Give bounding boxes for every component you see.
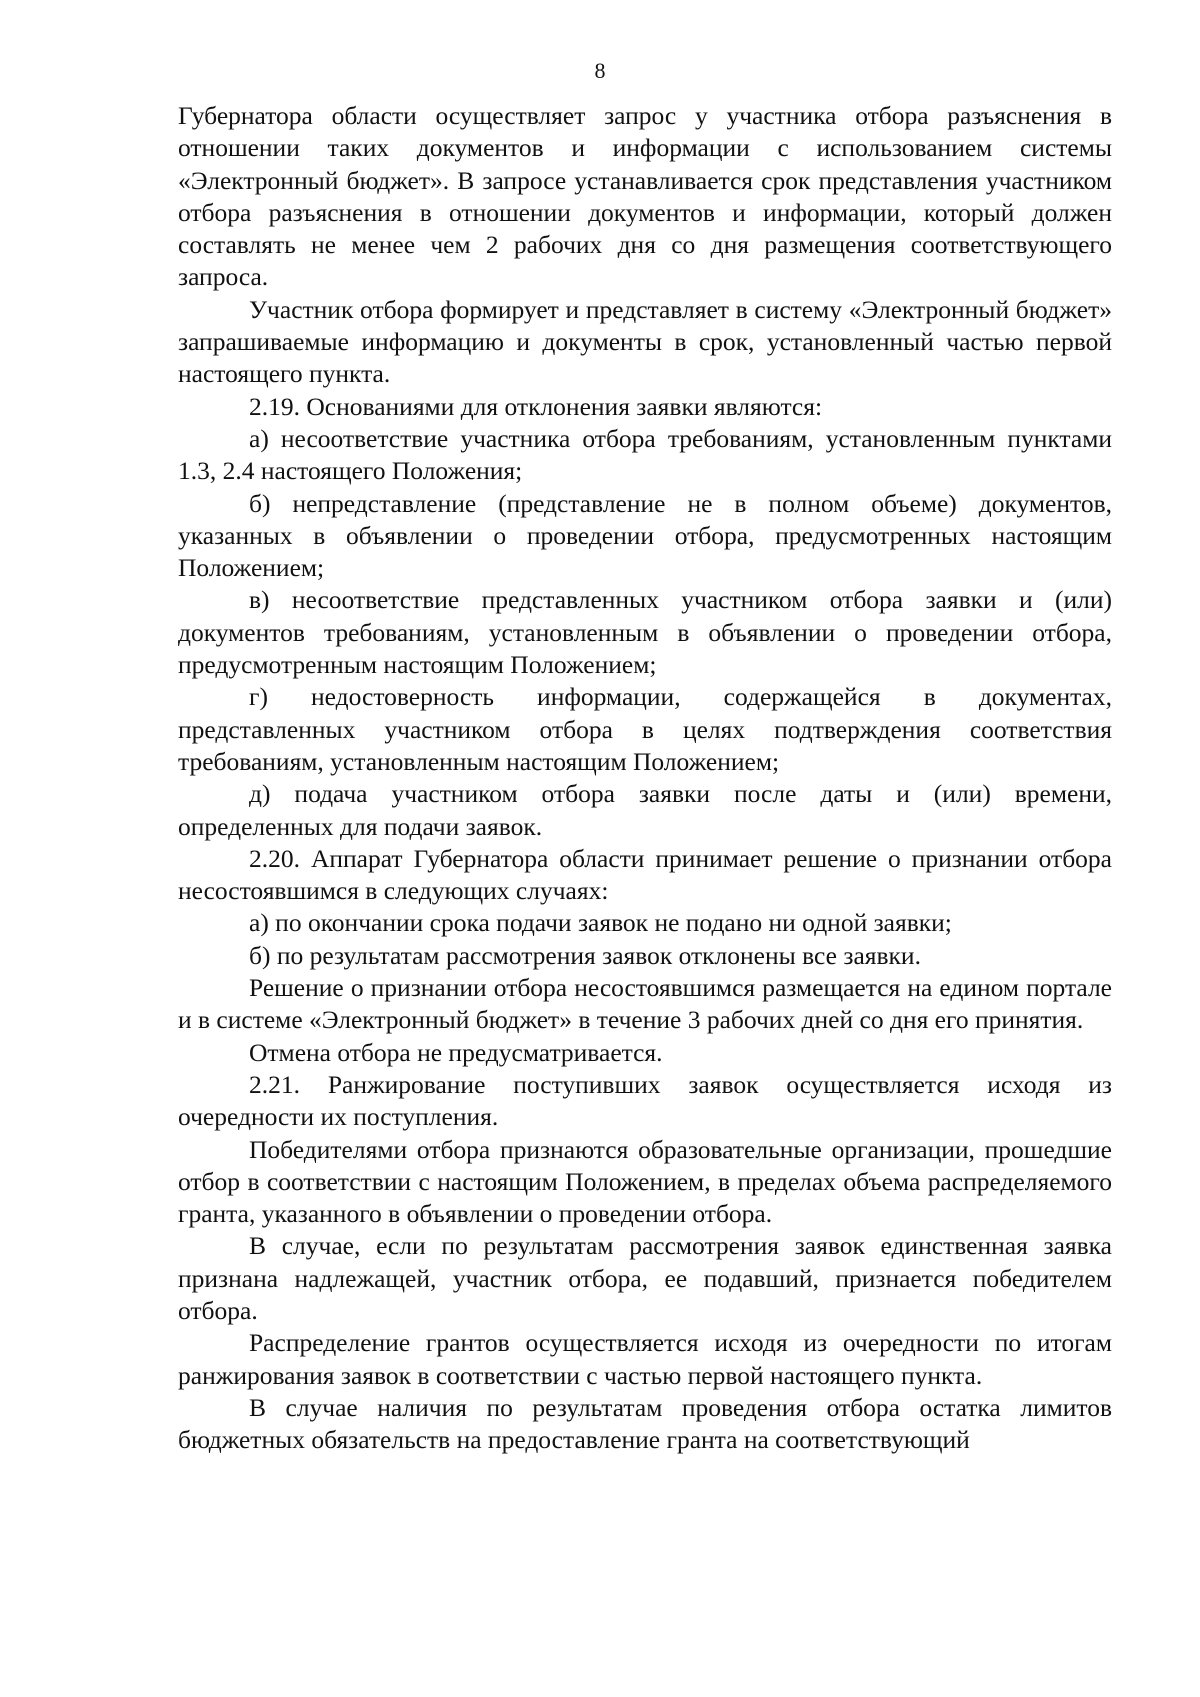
list-item: г) недостоверность информации, содержащейся в документах, представленных участником отбора в целях подтверждения соответствия требованиям, установленным настоящим Положением; (178, 682, 1112, 776)
paragraph: В случае, если по результатам рассмотрения заявок единственная заявка признана надлежащей, участник отбора, ее подавший, признается победителем отбора. (178, 1231, 1112, 1325)
list-item: б) непредставление (представление не в полном объеме) документов, указанных в объявлении о проведении отбора, предусмотренных настоящим Положением; (178, 488, 1112, 583)
paragraph: Губернатора области осуществляет запрос у участника отбора разъяснения в отношении таких документов и информации с использованием системы «Электронный бюджет». В запросе устанавливается срок представления участником отбора разъяснения в отношении документов и информации, который должен составлять не менее чем 2 рабочих дня со дня размещения соответствующего запроса. (178, 101, 1112, 292)
document-body (178, 100, 1112, 1456)
list-item: а) несоответствие участника отбора требованиям, установленным пунктами 1.3, 2.4 настоящего Положения; (178, 423, 1112, 486)
paragraph: Участник отбора формирует и представляет в систему «Электронный бюджет» запрашиваемые информацию и документы в срок, установленный частью первой настоящего пункта. (178, 294, 1112, 389)
paragraph: Отмена отбора не предусматривается. (249, 1037, 663, 1067)
paragraph: Распределение грантов осуществляется исходя из очередности по итогам ранжирования заявок в соответствии с частью первой настоящего пункта. (178, 1328, 1112, 1390)
section-heading-2-19: 2.19. Основаниями для отклонения заявки являются: (249, 391, 823, 421)
section-heading-2-20: 2.20. Аппарат Губернатора области принимает решение о признании отбора несостоявшимся в следующих случаях: (178, 843, 1112, 906)
list-item: а) по окончании срока подачи заявок не подано ни одной заявки; (249, 908, 952, 938)
paragraph: В случае наличия по результатам проведения отбора остатка лимитов бюджетных обязательств на предоставление гранта на соответствующий (178, 1392, 1112, 1455)
list-item: б) по результатам рассмотрения заявок отклонены все заявки. (249, 940, 921, 970)
paragraph: Решение о признании отбора несостоявшимся размещается на едином портале и в системе «Электронный бюджет» в течение 3 рабочих дней со дня его принятия. (178, 973, 1112, 1035)
page-number: 8 (594, 58, 606, 83)
paragraph: Победителями отбора признаются образовательные организации, прошедшие отбор в соответствии с настоящим Положением, в пределах объема распределяемого гранта, указанного в объявлении о проведении отбора. (178, 1134, 1112, 1229)
list-item: в) несоответствие представленных участником отбора заявки и (или) документов требованиям, установленным в объявлении о проведении отбора, предусмотренным настоящим Положением; (178, 585, 1112, 680)
list-item: д) подача участником отбора заявки после даты и (или) времени, определенных для подачи заявок. (178, 779, 1112, 841)
section-heading-2-21: 2.21. Ранжирование поступивших заявок осуществляется исходя из очередности их поступления. (178, 1069, 1112, 1132)
